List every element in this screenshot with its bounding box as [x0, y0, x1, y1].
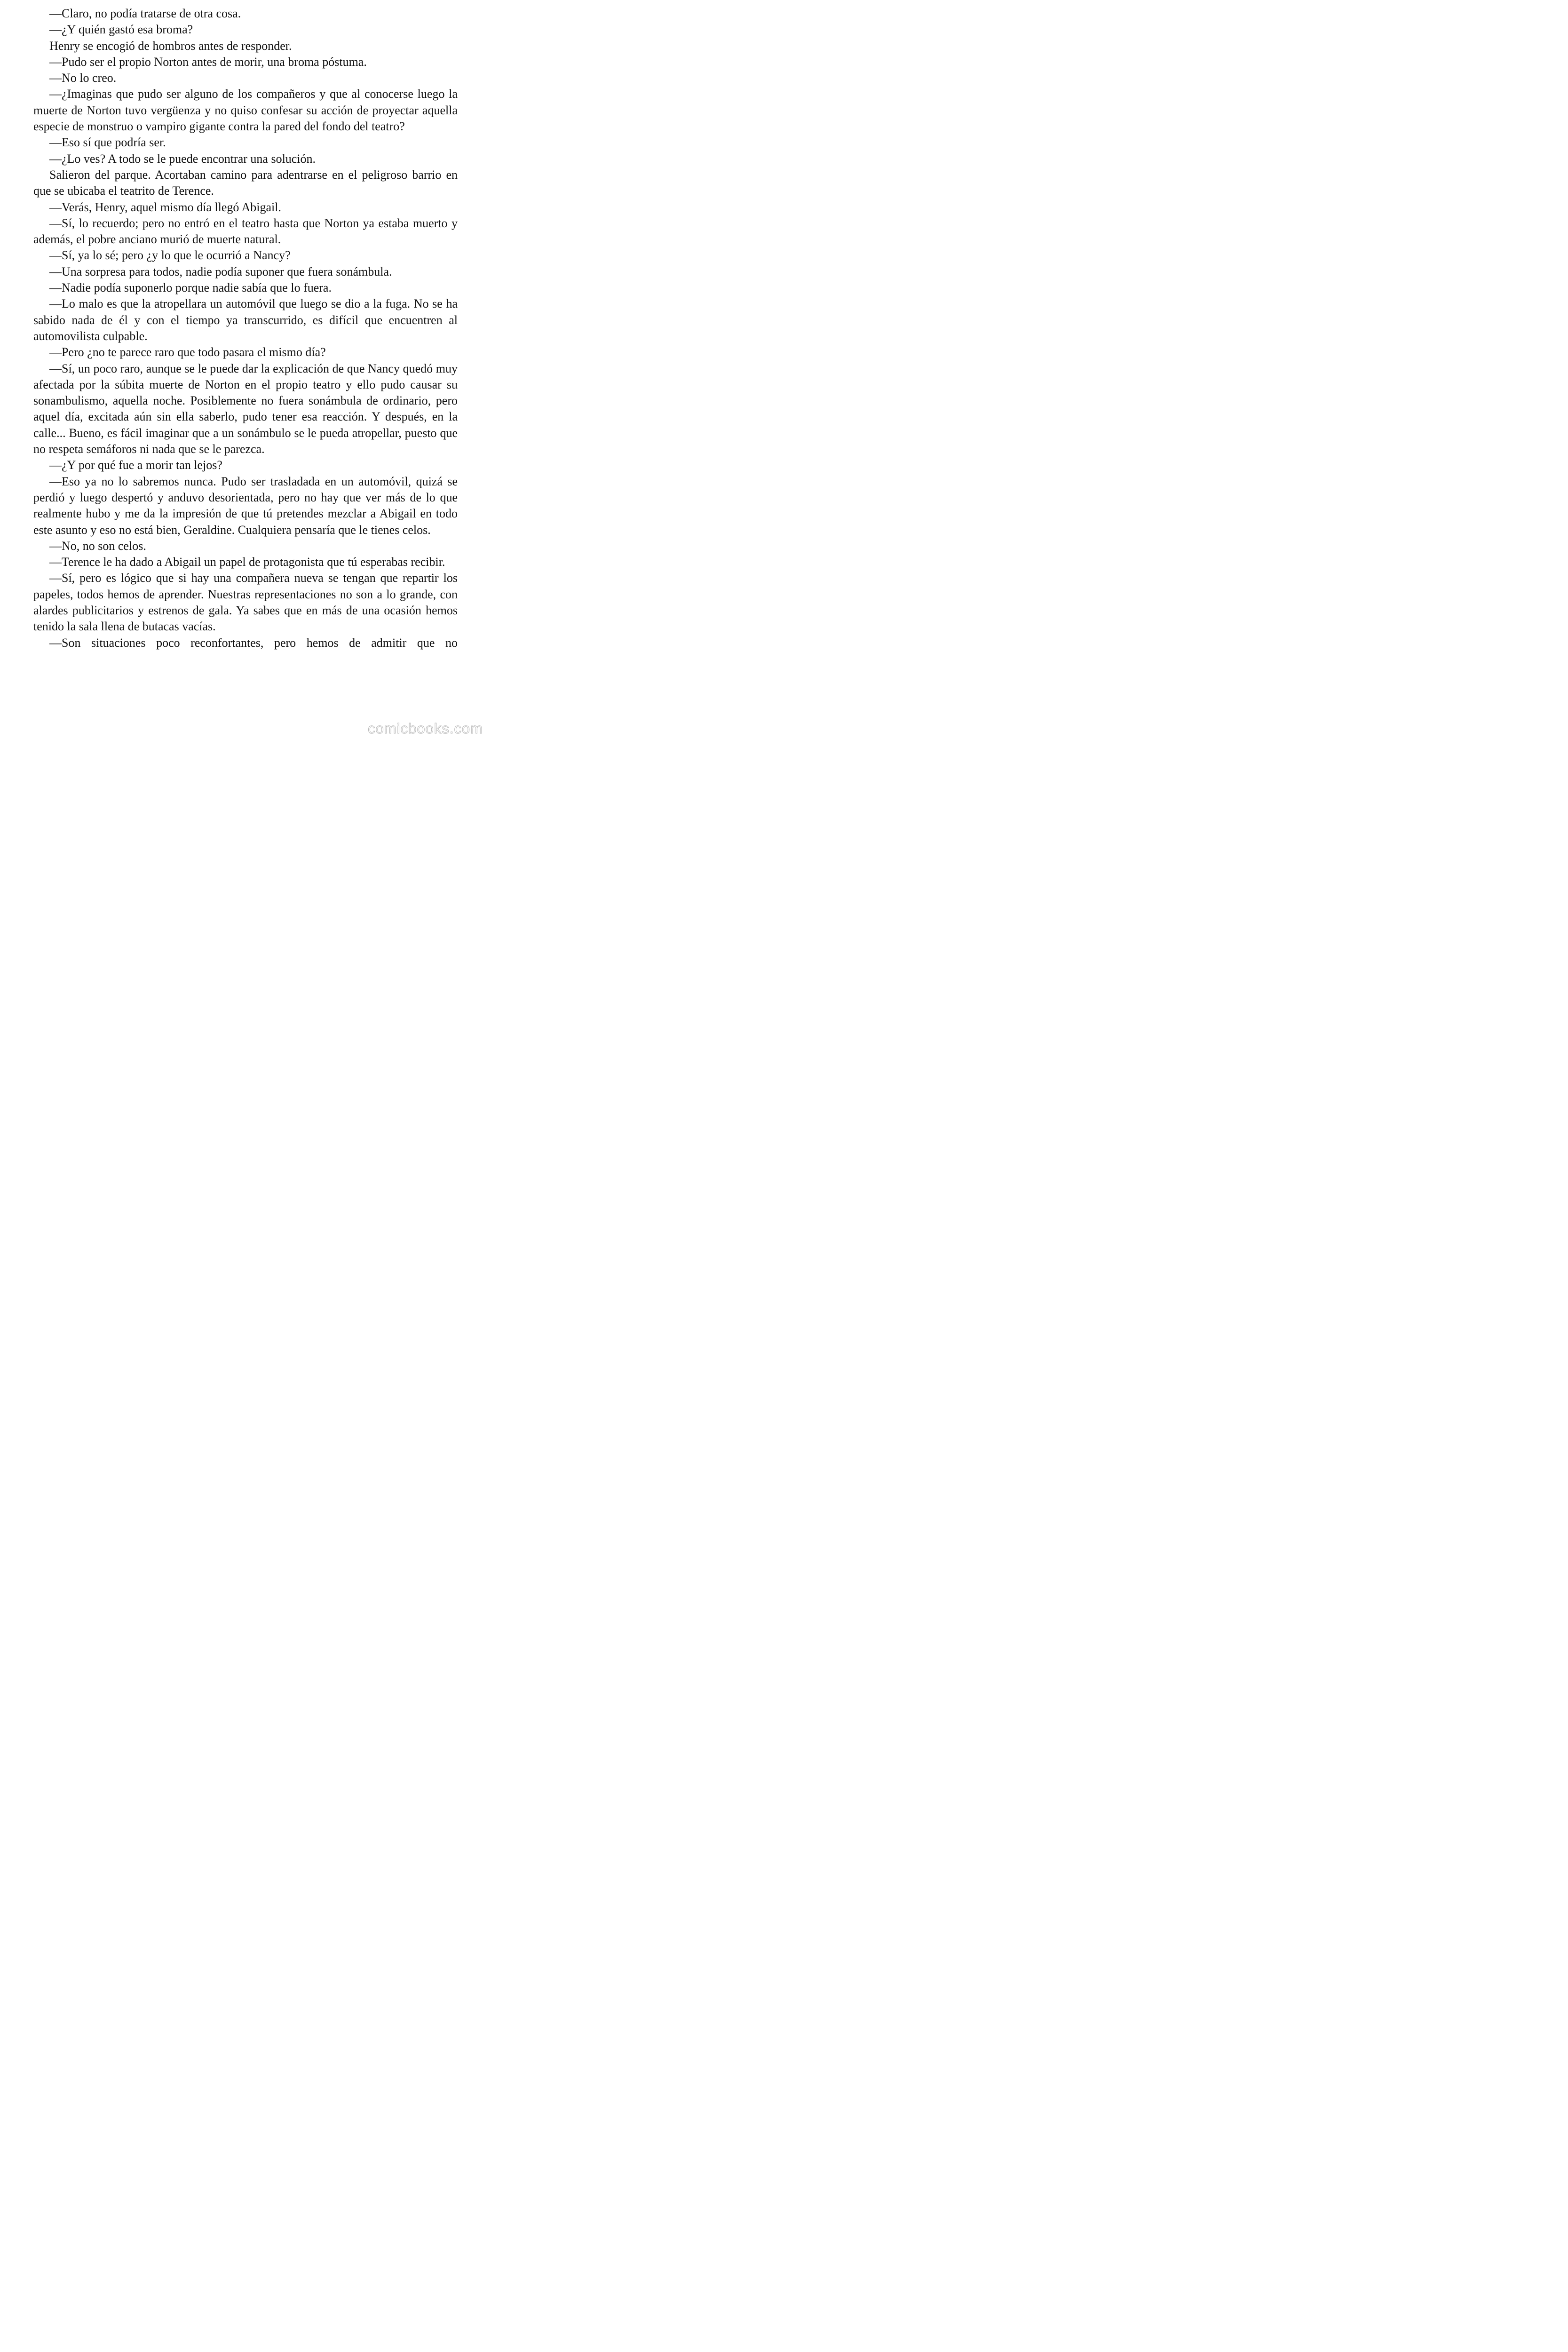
paragraph-13: —Una sorpresa para todos, nadie podía suponer que fuera sonámbula.	[49, 264, 392, 278]
paragraph-15: —Lo malo es que la atropellara un automóvil que luego se dio a la fuga. No se ha sabido nada de él y con el tiempo ya transcurrido, es difícil que encuentren al automovilista culpable.	[33, 297, 458, 343]
paragraph-20: —No, no son celos.	[49, 539, 146, 553]
paragraph-6: —¿Imaginas que pudo ser alguno de los compañeros y que al conocerse luego la muerte de Norton tuvo vergüenza y no quiso confesar su acción de proyectar aquella especie de monstruo o vampiro gigante contra la pared del fondo del teatro?	[33, 87, 458, 134]
paragraph-12: —Sí, ya lo sé; pero ¿y lo que le ocurrió a Nancy?	[49, 248, 291, 262]
paragraph-14: —Nadie podía suponerlo porque nadie sabía que lo fuera.	[49, 281, 332, 295]
paragraph-9: Salieron del parque. Acortaban camino para adentrarse en el peligroso barrio en que se ubicaba el teatrito de Terence.	[33, 167, 458, 198]
book-page-text	[33, 6, 458, 651]
paragraph-2: —¿Y quién gastó esa broma?	[49, 23, 193, 37]
paragraph-1: —Claro, no podía tratarse de otra cosa.	[49, 7, 241, 20]
paragraph-21: —Terence le ha dado a Abigail un papel de protagonista que tú esperabas recibir.	[49, 555, 445, 569]
paragraph-18: —¿Y por qué fue a morir tan lejos?	[49, 458, 222, 472]
paragraph-8: —¿Lo ves? A todo se le puede encontrar una solución.	[49, 151, 316, 166]
paragraph-3: Henry se encogió de hombros antes de responder.	[49, 39, 292, 53]
paragraph-11: —Sí, lo recuerdo; pero no entró en el teatro hasta que Norton ya estaba muerto y además, el pobre anciano murió de muerte natural.	[33, 216, 458, 246]
paragraph-19: —Eso ya no lo sabremos nunca. Pudo ser trasladada en un automóvil, quizá se perdió y luego despertó y anduvo desorientada, pero no hay que ver más de lo que realmente hubo y me da la impresión de que tú pretendes mezclar a Abigail en todo este asunto y eso no está bien, Geraldine. Cualquiera pensaría que le tienes celos.	[33, 474, 458, 537]
watermark: comicbooks.com	[368, 720, 483, 737]
paragraph-17: —Sí, un poco raro, aunque se le puede dar la explicación de que Nancy quedó muy afectada por la súbita muerte de Norton en el propio teatro y ello pudo causar su sonambulismo, aquella noche. Posiblemente no fuera sonámbula de ordinario, pero aquel día, excitada aún sin ella saberlo, pudo tener esa reacción. Y después, en la calle... Bueno, es fácil imaginar que a un sonámbulo se le pueda atropellar, puesto que no respeta semáforos ni nada que se le parezca.	[33, 361, 458, 456]
paragraph-7: —Eso sí que podría ser.	[49, 135, 166, 150]
paragraph-4: —Pudo ser el propio Norton antes de morir, una broma póstuma.	[49, 55, 367, 69]
paragraph-5: —No lo creo.	[49, 71, 117, 85]
paragraph-10: —Verás, Henry, aquel mismo día llegó Abigail.	[49, 200, 281, 214]
paragraph-23: —Son situaciones poco reconfortantes, pero hemos de admitir que no	[49, 636, 458, 650]
paragraph-16: —Pero ¿no te parece raro que todo pasara el mismo día?	[49, 345, 326, 359]
paragraph-22: —Sí, pero es lógico que si hay una compañera nueva se tengan que repartir los papeles, todos hemos de aprender. Nuestras representaciones no son a lo grande, con alardes publicitarios y estrenos de gala. Ya sabes que en más de una ocasión hemos tenido la sala llena de butacas vacías.	[33, 571, 458, 634]
